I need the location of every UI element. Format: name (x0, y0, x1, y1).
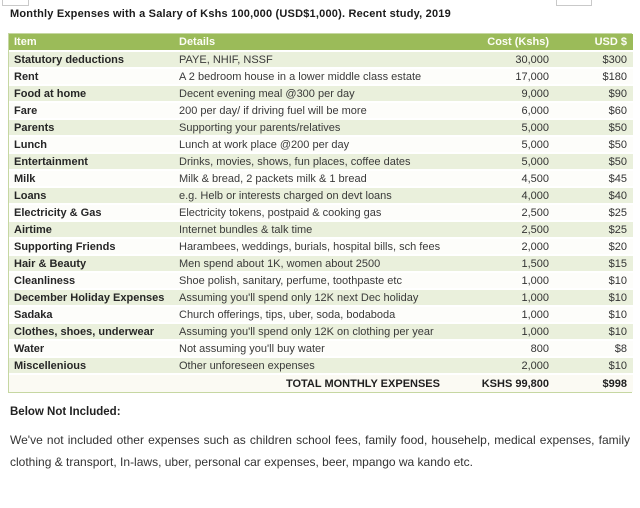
cell-details: Lunch at work place @200 per day (177, 136, 472, 153)
table-row (9, 340, 633, 357)
cell-details: 200 per day/ if driving fuel will be more (177, 102, 472, 119)
cell-details: PAYE, NHIF, NSSF (177, 51, 472, 68)
cell-details: Other unforeseen expenses (177, 357, 472, 374)
cell-usd: $10 (557, 272, 633, 289)
cell-details: Decent evening meal @300 per day (177, 85, 472, 102)
table-row (9, 255, 633, 272)
cell-cost: 1,500 (472, 255, 557, 272)
cell-usd: $50 (557, 153, 633, 170)
cell-item: Food at home (9, 85, 177, 102)
cell-details: Internet bundles & talk time (177, 221, 472, 238)
cell-cost: 2,000 (472, 357, 557, 374)
table-row (9, 204, 633, 221)
table-row (9, 170, 633, 187)
total-cost: KSHS 99,800 (472, 374, 557, 392)
cell-cost: 5,000 (472, 153, 557, 170)
cell-item: Supporting Friends (9, 238, 177, 255)
table-row (9, 289, 633, 306)
cell-usd: $25 (557, 221, 633, 238)
cell-usd: $50 (557, 136, 633, 153)
cell-cost: 1,000 (472, 272, 557, 289)
table-row (9, 306, 633, 323)
cell-item: Loans (9, 187, 177, 204)
cell-details: Drinks, movies, shows, fun places, coffee dates (177, 153, 472, 170)
cell-cost: 5,000 (472, 136, 557, 153)
cell-item: Entertainment (9, 153, 177, 170)
cell-usd: $15 (557, 255, 633, 272)
cell-item: Fare (9, 102, 177, 119)
cell-usd: $90 (557, 85, 633, 102)
cell-details: e.g. Helb or interests charged on devt loans (177, 187, 472, 204)
footer (10, 405, 630, 473)
cell-usd: $60 (557, 102, 633, 119)
table-row (9, 272, 633, 289)
cell-cost: 4,000 (472, 187, 557, 204)
cell-usd: $180 (557, 68, 633, 85)
cell-cost: 30,000 (472, 51, 557, 68)
table-row (9, 187, 633, 204)
cell-details: Men spend about 1K, women about 2500 (177, 255, 472, 272)
cell-cost: 9,000 (472, 85, 557, 102)
cell-usd: $300 (557, 51, 633, 68)
cell-item: December Holiday Expenses (9, 289, 177, 306)
document-title: Monthly Expenses with a Salary of Kshs 100,000 (USD$1,000). Recent study, 2019 (10, 8, 451, 20)
cell-usd: $10 (557, 357, 633, 374)
cell-item: Miscellenious (9, 357, 177, 374)
cell-item: Statutory deductions (9, 51, 177, 68)
cell-usd: $40 (557, 187, 633, 204)
cell-item: Sadaka (9, 306, 177, 323)
cell-usd: $10 (557, 289, 633, 306)
table-row (9, 51, 633, 68)
expenses-table-container (8, 33, 632, 393)
cell-cost: 5,000 (472, 119, 557, 136)
cell-details: A 2 bedroom house in a lower middle class estate (177, 68, 472, 85)
cell-details: Harambees, weddings, burials, hospital bills, sch fees (177, 238, 472, 255)
table-row (9, 68, 633, 85)
cell-details: Church offerings, tips, uber, soda, bodaboda (177, 306, 472, 323)
column-header-item: Item (9, 34, 177, 51)
footer-heading: Below Not Included: (10, 406, 121, 418)
total-row (9, 374, 633, 392)
cell-usd: $25 (557, 204, 633, 221)
table-row (9, 119, 633, 136)
cell-cost: 1,000 (472, 323, 557, 340)
table-row (9, 85, 633, 102)
footer-note: We've not included other expenses such as children school fees, family food, househelp, medical expenses, family clothing & transport, In-laws, uber, personal car expenses, beer, mpango wa kando etc. (10, 433, 630, 469)
cell-usd: $45 (557, 170, 633, 187)
cell-cost: 4,500 (472, 170, 557, 187)
cell-details: Electricity tokens, postpaid & cooking gas (177, 204, 472, 221)
cell-cost: 1,000 (472, 306, 557, 323)
expense-table-body (9, 51, 633, 374)
cell-item: Airtime (9, 221, 177, 238)
table-row (9, 221, 633, 238)
column-header-usd: USD $ (557, 34, 633, 51)
cell-usd: $8 (557, 340, 633, 357)
table-row (9, 323, 633, 340)
table-row (9, 136, 633, 153)
cell-details: Not assuming you'll buy water (177, 340, 472, 357)
cell-usd: $10 (557, 306, 633, 323)
column-header-details: Details (177, 34, 472, 51)
cell-details: Shoe polish, sanitary, perfume, toothpaste etc (177, 272, 472, 289)
total-usd: $998 (557, 374, 633, 392)
cell-item: Lunch (9, 136, 177, 153)
cell-usd: $50 (557, 119, 633, 136)
cell-cost: 17,000 (472, 68, 557, 85)
cell-item: Parents (9, 119, 177, 136)
cell-item: Water (9, 340, 177, 357)
table-row (9, 102, 633, 119)
expenses-table (9, 34, 633, 392)
scan-artifact-top-left (2, 0, 29, 6)
cell-usd: $10 (557, 323, 633, 340)
cell-cost: 1,000 (472, 289, 557, 306)
scan-artifact-top-right (556, 0, 592, 6)
cell-item: Hair & Beauty (9, 255, 177, 272)
total-label: TOTAL MONTHLY EXPENSES (9, 374, 472, 392)
cell-details: Assuming you'll spend only 12K on clothing per year (177, 323, 472, 340)
cell-cost: 2,500 (472, 204, 557, 221)
table-row (9, 153, 633, 170)
cell-item: Rent (9, 68, 177, 85)
cell-cost: 2,000 (472, 238, 557, 255)
table-row (9, 357, 633, 374)
cell-item: Clothes, shoes, underwear (9, 323, 177, 340)
cell-details: Supporting your parents/relatives (177, 119, 472, 136)
cell-details: Assuming you'll spend only 12K next Dec holiday (177, 289, 472, 306)
cell-cost: 6,000 (472, 102, 557, 119)
cell-item: Electricity & Gas (9, 204, 177, 221)
column-header-cost: Cost (Kshs) (472, 34, 557, 51)
cell-usd: $20 (557, 238, 633, 255)
cell-item: Milk (9, 170, 177, 187)
cell-cost: 2,500 (472, 221, 557, 238)
table-header-row (9, 34, 633, 51)
cell-cost: 800 (472, 340, 557, 357)
cell-details: Milk & bread, 2 packets milk & 1 bread (177, 170, 472, 187)
cell-item: Cleanliness (9, 272, 177, 289)
table-row (9, 238, 633, 255)
